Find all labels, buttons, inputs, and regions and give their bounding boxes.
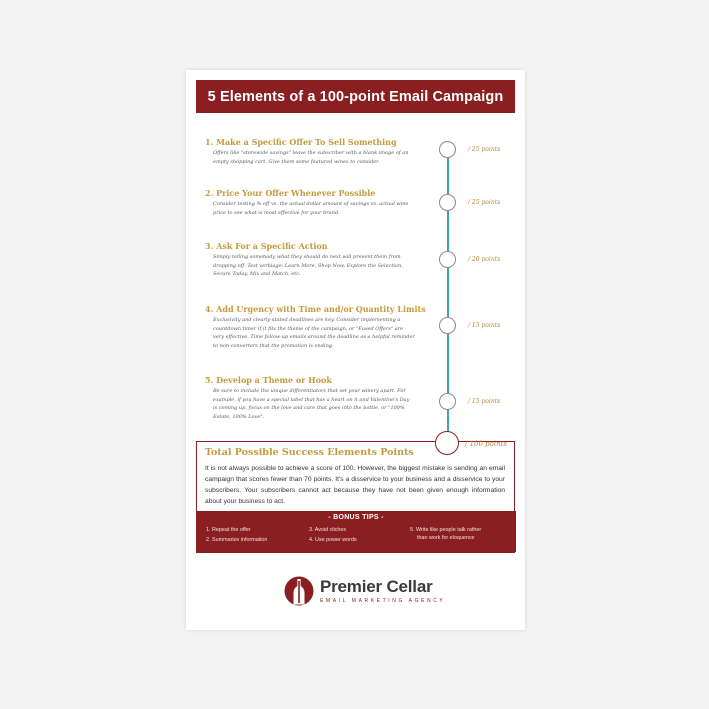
company-logo	[284, 576, 445, 606]
element-body: Be sure to include the unique differentiators that set your winery apart. For example, if you have a special label that has a heart on it and Valentine's Day is coming up, focus on the love and care that goes into the bottle, or "100% Estate, 100% Love".	[213, 388, 410, 420]
points-label: / 15 points	[468, 322, 501, 329]
element-heading: 4. Add Urgency with Time and/or Quantity Limits	[205, 304, 426, 314]
timeline-final-node	[435, 431, 459, 455]
element-body: Consider testing % off vs. the actual dollar amount of savings vs. actual wine price to see what is most effective for your brand.	[213, 201, 409, 216]
bonus-tip: 1. Repeat the offer	[206, 527, 251, 533]
timeline-node	[439, 194, 456, 211]
wine-bottle-logo-icon	[284, 576, 314, 606]
brand-name: Premier Cellar	[320, 577, 433, 596]
timeline-node	[439, 393, 456, 410]
bonus-tip: 5. Write like people talk rather	[410, 527, 482, 533]
timeline-node	[439, 251, 456, 268]
element-body: Exclusivity and clearly-stated deadlines are key. Consider implementing a countdown timer if it fits the theme of the campaign, or "Fused Offers" are very effective. Time follow-up emails around the deadline as a helpful reminder to non-converters that the promotion is ending.	[213, 317, 415, 349]
bonus-tip: 3. Avoid cliches	[309, 527, 347, 533]
element-heading: 3. Ask For a Specific Action	[205, 241, 328, 251]
bonus-tip: 4. Use power words	[309, 537, 357, 543]
element-body: Offers like "storewide savings" leave the subscriber with a blank image of an empty shopping cart. Give them some featured wines to consider.	[213, 150, 409, 165]
element-5	[205, 375, 415, 421]
points-label: / 25 points	[468, 146, 501, 153]
element-heading: 2. Price Your Offer Whenever Possible	[205, 188, 376, 198]
total-body: It is not always possible to achieve a score of 100. However, the biggest mistake is sending an email campaign that scores fewer than 70 points. It's a disservice to your business and a disservice to your subscribers. Your subscribers cannot act because they have not been given enough information about your business to act.	[205, 465, 505, 505]
total-heading: Total Possible Success Elements Points	[205, 447, 414, 458]
bonus-tip: 2. Summarize information	[206, 537, 268, 543]
timeline-node	[439, 141, 456, 158]
brand-tagline: EMAIL MARKETING AGENCY	[320, 598, 446, 604]
element-4	[205, 304, 426, 350]
element-body: Simply telling somebody what they should do next will prevent them from dropping off. Test verbiage: Learn More, Shop Now, Explore the Selection, Secure Today, Mix and Match, etc.	[213, 254, 403, 277]
total-points-label: / 100 points	[465, 440, 508, 448]
points-label: / 15 points	[468, 398, 501, 405]
element-1	[205, 137, 415, 166]
element-3	[205, 241, 415, 279]
points-label: / 20 points	[468, 256, 501, 263]
timeline-node	[439, 317, 456, 334]
element-2	[205, 188, 415, 217]
bonus-tips-title: - BONUS TIPS -	[328, 514, 384, 521]
infographic-page	[186, 70, 525, 630]
bonus-tip: than work for eloquence	[417, 535, 475, 541]
element-heading: 1. Make a Specific Offer To Sell Something	[205, 137, 397, 147]
page-title: 5 Elements of a 100-point Email Campaign	[207, 88, 504, 105]
page-title-bar	[196, 80, 515, 113]
points-label: / 25 points	[468, 199, 501, 206]
element-heading: 5. Develop a Theme or Hook	[205, 375, 332, 385]
bonus-tips-panel	[196, 511, 516, 552]
